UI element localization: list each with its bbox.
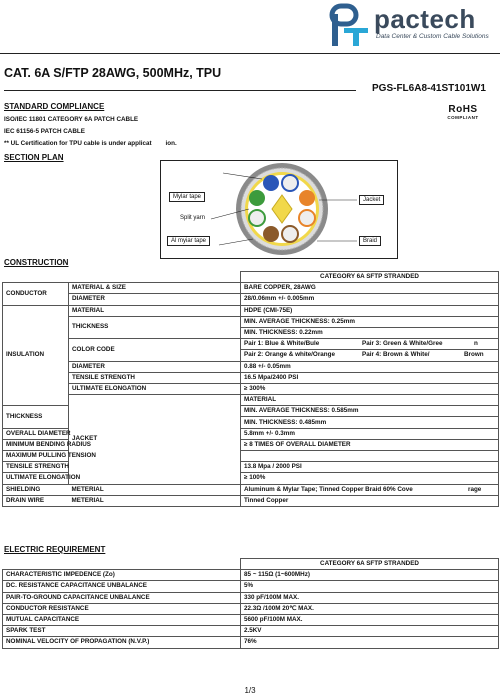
- row-value: MIN. THICKNESS: 0.485mm: [241, 417, 499, 428]
- row-value: 5600 pF/100M MAX.: [241, 614, 499, 625]
- row-value: MIN. THICKNESS: 0.22mm: [241, 327, 499, 338]
- title-underline: [4, 90, 356, 91]
- label-jacket: Jacket: [359, 195, 384, 205]
- row-value: HDPE (CMI-75E): [241, 305, 499, 316]
- cable-cross-section-diagram: [160, 160, 398, 259]
- group-shielding: SHIELDING: [3, 484, 69, 495]
- page-number: 1/3: [244, 686, 256, 695]
- table-row: [3, 383, 499, 394]
- group-jacket: JACKET: [69, 395, 241, 485]
- row-value: BARE COPPER, 28AWG: [241, 283, 499, 294]
- shielding-material-tail: rage: [468, 485, 482, 493]
- row-value: [241, 339, 499, 350]
- row-value: ≥ 100%: [241, 473, 499, 484]
- electric-category-header: CATEGORY 6A SFTP STRANDED: [241, 559, 499, 570]
- row-value: 28/0.06mm +/- 0.005mm: [241, 294, 499, 305]
- header-divider: [0, 53, 500, 54]
- label-mylar-tape: Mylar tape: [169, 192, 205, 202]
- row-label: PAIR-TO-GROUND CAPACITANCE UNBALANCE: [3, 592, 241, 603]
- electric-table: [2, 558, 499, 649]
- construction-category-header: CATEGORY 6A SFTP STRANDED: [241, 272, 499, 283]
- row-value: MIN. AVERAGE THICKNESS: 0.585mm: [241, 406, 499, 417]
- part-number: PGS-FL6A8-41ST101W1: [372, 83, 486, 94]
- row-value: 76%: [241, 637, 499, 648]
- row-value: 2.5KV: [241, 626, 499, 637]
- table-row: [3, 626, 499, 637]
- row-value: 85 ~ 115Ω (1~600MHz): [241, 570, 499, 581]
- row-value: 5.8mm +/- 0.3mm: [241, 428, 499, 439]
- table-row: [3, 372, 499, 383]
- compliance-line-1: ISO/IEC 11801 CATEGORY 6A PATCH CABLE: [4, 116, 139, 123]
- row-label: SPARK TEST: [3, 626, 241, 637]
- row-label: DIAMETER: [69, 294, 241, 305]
- group-insulation: INSULATION: [3, 305, 69, 406]
- row-label: MATERIAL & SIZE: [69, 283, 241, 294]
- row-value: 16.5 Mpa/2400 PSI: [241, 372, 499, 383]
- table-row: [3, 637, 499, 648]
- row-label: CHARACTERISTIC IMPEDENCE (Zo): [3, 570, 241, 581]
- table-row: [3, 316, 499, 327]
- row-label: NOMINAL VELOCITY OF PROPAGATION (N.V.P.): [3, 637, 241, 648]
- table-row: [3, 603, 499, 614]
- row-label: ULTIMATE ELONGATION: [69, 383, 241, 394]
- row-value: [241, 484, 499, 495]
- color-pair-1: Pair 1: Blue & White/Bule: [244, 340, 320, 348]
- table-row: [3, 581, 499, 592]
- row-value: 330 pF/100M MAX.: [241, 592, 499, 603]
- rohs-logo-text: RoHS: [448, 104, 478, 115]
- color-pair-3: Pair 3: Green & White/Gree: [362, 340, 443, 348]
- table-row: [3, 283, 499, 294]
- table-row: [3, 614, 499, 625]
- table-row: [3, 570, 499, 581]
- compliance-heading: STANDARD COMPLIANCE: [4, 102, 105, 111]
- row-label: DC. RESISTANCE CAPACITANCE UNBALANCE: [3, 581, 241, 592]
- row-label: THICKNESS: [69, 316, 241, 338]
- table-row: [3, 305, 499, 316]
- rohs-logo-sub: COMPLIANT: [447, 115, 479, 120]
- row-value: MIN. AVERAGE THICKNESS: 0.25mm: [241, 316, 499, 327]
- row-label: COLOR CODE: [69, 339, 241, 361]
- row-label: DIAMETER: [69, 361, 241, 372]
- table-row: [3, 495, 499, 506]
- row-value: [241, 451, 499, 462]
- row-label: MATERIAL: [69, 305, 241, 316]
- color-pair-2: Pair 2: Orange & white/Orange: [244, 351, 335, 359]
- row-value: [241, 350, 499, 361]
- row-label: TENSILE STRENGTH: [69, 372, 241, 383]
- construction-table: [2, 271, 499, 507]
- row-value: 5%: [241, 581, 499, 592]
- rohs-logo: [440, 104, 486, 120]
- row-label: MAXIMUM PULLING TENSION: [3, 451, 69, 462]
- pactech-logo-mark-icon: [330, 4, 370, 48]
- table-row: [3, 272, 499, 283]
- label-split-yarn: Split yarn: [180, 215, 206, 221]
- table-row: [3, 484, 499, 495]
- row-value: 22.3Ω /100M 20℃ MAX.: [241, 603, 499, 614]
- color-pair-4-tail: Brown: [464, 351, 484, 359]
- section-plan-heading: SECTION PLAN: [4, 153, 64, 162]
- row-label: ULTIMATE ELONGATION: [3, 473, 69, 484]
- row-label: MATERIAL: [241, 395, 499, 406]
- table-row: [3, 559, 499, 570]
- label-al-mylar-tape: Al myiar tape: [167, 236, 210, 246]
- row-label: THICKNESS: [3, 406, 69, 428]
- row-value: ≥ 8 TIMES OF OVERALL DIAMETER: [241, 439, 499, 450]
- row-value: 0.88 +/- 0.05mm: [241, 361, 499, 372]
- table-row: [3, 339, 499, 350]
- table-row: [3, 395, 499, 406]
- brand-name: pactech: [374, 4, 476, 34]
- table-row: [3, 592, 499, 603]
- color-pair-4: Pair 4: Brown & White/: [362, 351, 430, 359]
- row-label: MUTUAL CAPACITANCE: [3, 614, 241, 625]
- row-value: 13.8 Mpa / 2000 PSI: [241, 462, 499, 473]
- compliance-line-2: IEC 61156-5 PATCH CABLE: [4, 128, 85, 135]
- compliance-line-3: ** UL Certification for TPU cable is under applicat ion.: [4, 140, 177, 147]
- group-conductor: CONDUCTOR: [3, 283, 69, 305]
- table-row: [3, 294, 499, 305]
- table-row: [3, 361, 499, 372]
- row-label: METERIAL: [69, 484, 241, 495]
- row-label: TENSILE STRENGTH: [3, 462, 69, 473]
- label-braid: Braid: [359, 236, 381, 246]
- document-title: CAT. 6A S/FTP 28AWG, 500MHz, TPU: [4, 66, 222, 80]
- shielding-material: Aluminum & Mylar Tape; Tinned Copper Braid 60% Cove: [244, 485, 413, 493]
- construction-heading: CONSTRUCTION: [4, 258, 69, 267]
- color-pair-3-tail: n: [474, 340, 478, 348]
- electric-heading: ELECTRIC REQUIREMENT: [4, 545, 106, 554]
- row-value: ≥ 300%: [241, 383, 499, 394]
- row-value: Tinned Copper: [241, 495, 499, 506]
- group-drain-wire: DRAIN WIRE: [3, 495, 69, 506]
- row-label: METERIAL: [69, 495, 241, 506]
- row-label: OVERALL DIAMETER: [3, 428, 69, 439]
- brand-tagline: Data Center & Custom Cable Solutions: [376, 33, 489, 40]
- row-label: MINIMUM BENDING RADIUS: [3, 439, 69, 450]
- row-label: CONDUCTOR RESISTANCE: [3, 603, 241, 614]
